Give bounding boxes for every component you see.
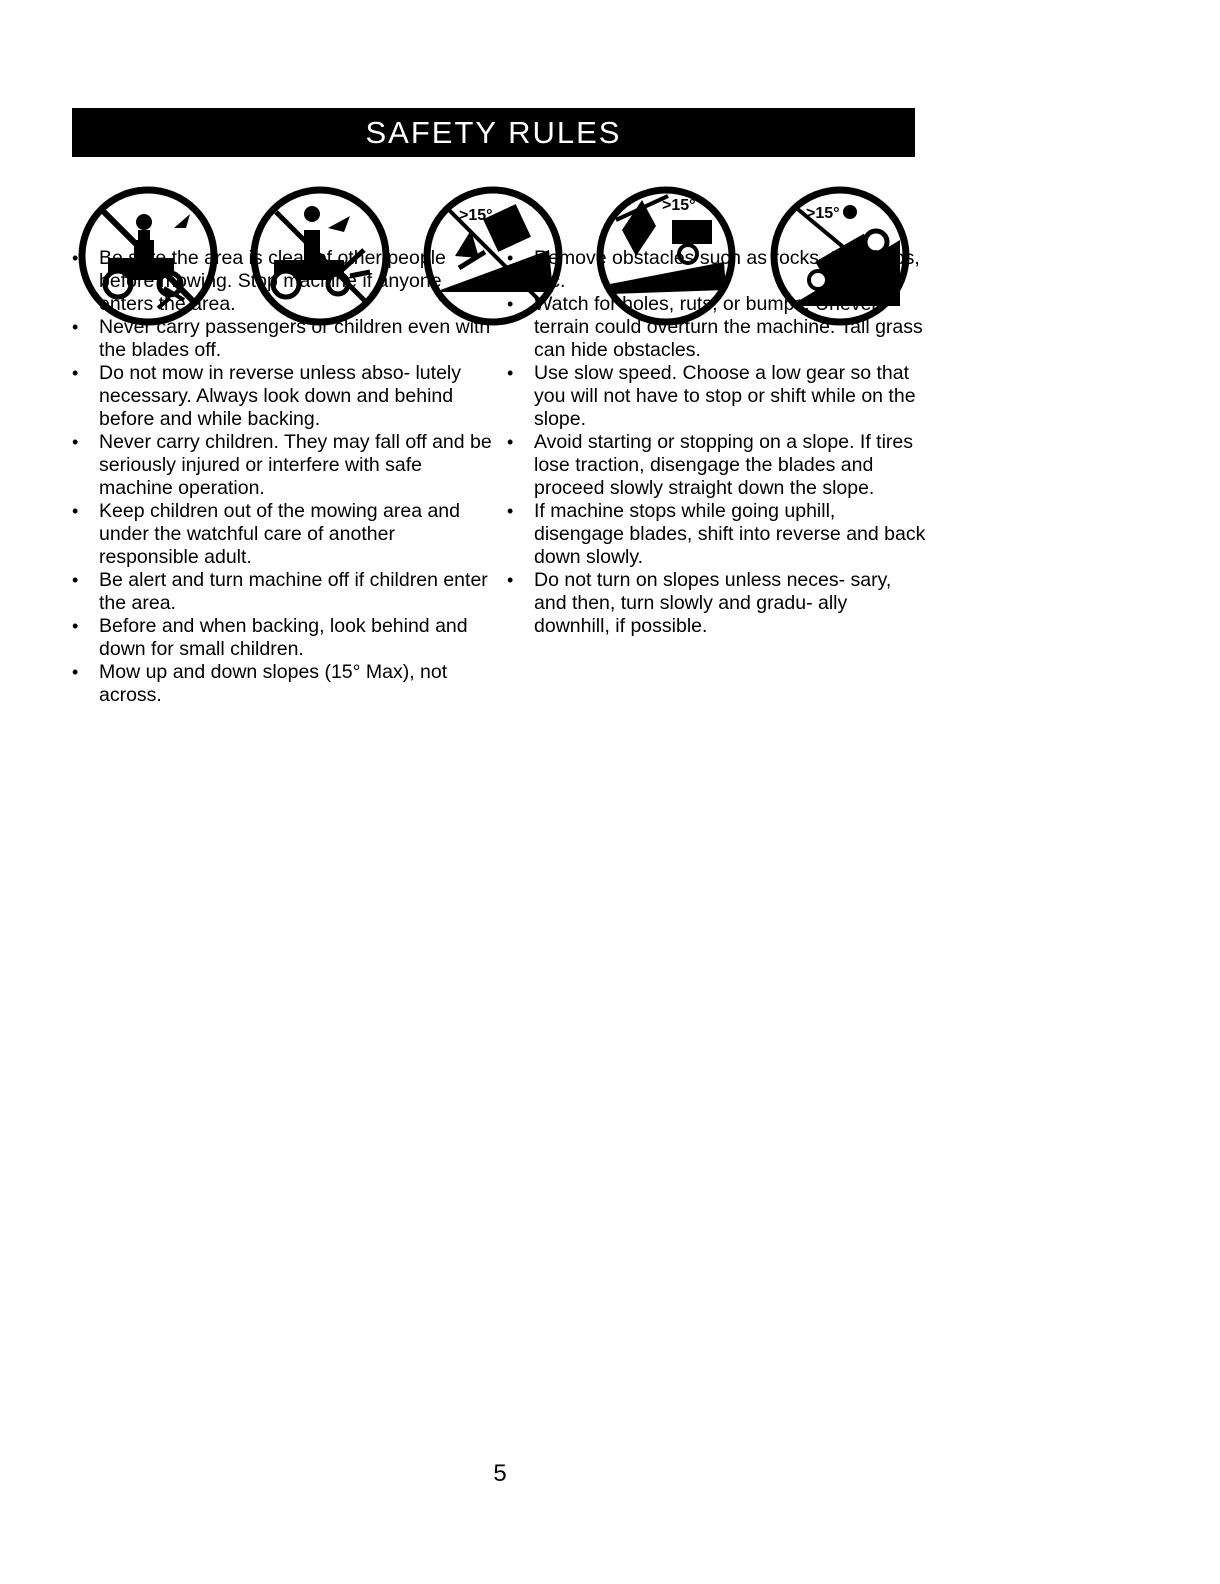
right-rules-column (507, 247, 927, 638)
slope-limit-label: >15° (662, 197, 696, 214)
list-item: • Be sure the area is clear of other people before mowing. Stop machine if anyone enters the area. (72, 247, 497, 316)
list-item: • Use slow speed. Choose a low gear so that you will not have to stop or shift while on the slope. (507, 362, 927, 431)
list-item: • Before and when backing, look behind and down for small children. (72, 615, 497, 661)
slope-limit-label: >15° (806, 205, 840, 222)
slope-limit-label: >15° (459, 207, 493, 224)
page-number: 5 (493, 1460, 507, 1487)
list-item: • Keep children out of the mowing area and under the watchful care of another responsible adult. (72, 500, 497, 569)
section-banner (72, 108, 915, 157)
list-item: • Never carry passengers or children even with the blades off. (72, 316, 497, 362)
list-item: • Be alert and turn machine off if children enter the area. (72, 569, 497, 615)
list-item: • If machine stops while going uphill, disengage blades, shift into reverse and back down slowly. (507, 500, 927, 569)
list-item: • Mow up and down slopes (15° Max), not across. (72, 661, 497, 707)
list-item: • Avoid starting or stopping on a slope. If tires lose traction, disengage the blades and proceed slowly straight down the slope. (507, 431, 927, 500)
list-item: • Never carry children. They may fall off and be seriously injured or interfere with safe machine operation. (72, 431, 497, 500)
list-item: • Watch for holes, ruts, or bumps. Uneven terrain could overturn the machine. Tall grass can hide obstacles. (507, 293, 927, 362)
list-item: • Do not mow in reverse unless abso- lutely necessary. Always look down and behind before and while backing. (72, 362, 497, 431)
list-item: • Do not turn on slopes unless neces- sary, and then, turn slowly and gradu- ally downhill, if possible. (507, 569, 927, 638)
left-rules-column (72, 247, 497, 707)
section-title: SAFETY RULES (365, 115, 622, 150)
list-item: • Remove obstacles such as rocks, tree limbs, etc. (507, 247, 927, 293)
